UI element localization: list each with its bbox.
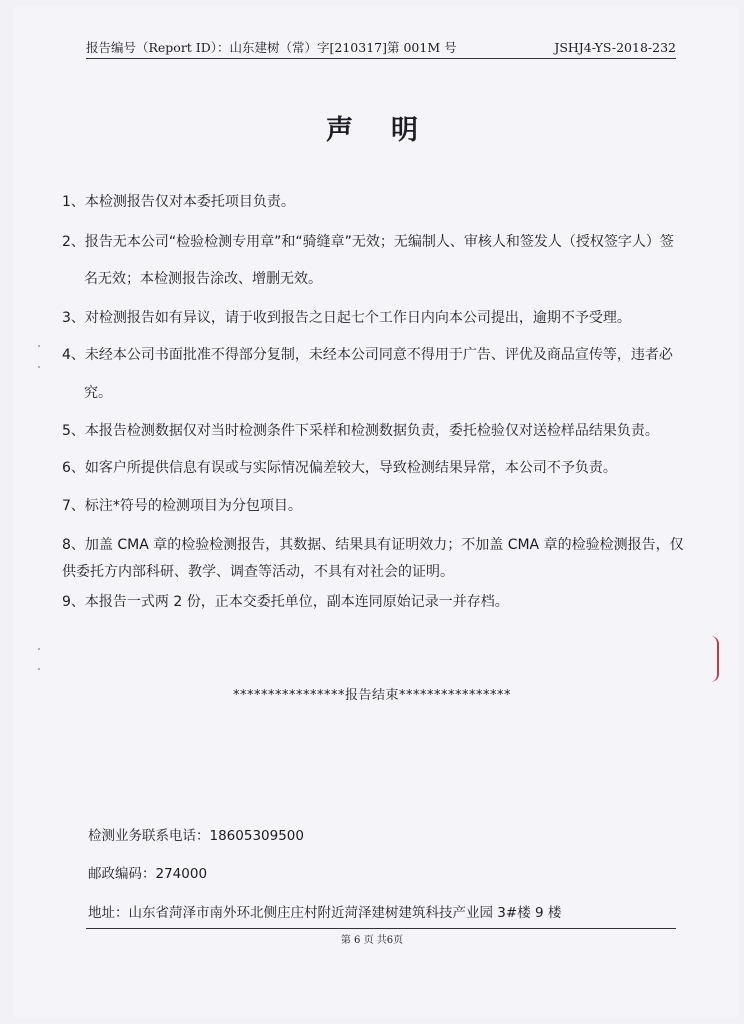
report-end-marker: ****************报告结束**************** bbox=[232, 688, 511, 703]
report-header bbox=[86, 38, 676, 59]
footer-divider bbox=[86, 928, 676, 929]
report-id: 报告编号（Report ID）：山东建树（常）字[210317]第 001M 号 bbox=[86, 40, 457, 55]
statement-item: 1、本检测报告仅对本委托项目负责。 bbox=[62, 194, 295, 210]
scan-speck bbox=[38, 648, 40, 650]
scan-speck bbox=[38, 366, 40, 368]
page-title: 声明 bbox=[326, 115, 456, 146]
contact-address: 地址：山东省菏泽市南外环北侧庄庄村附近菏泽建树建筑科技产业园 3#楼 9 楼 bbox=[88, 905, 562, 921]
statement-item: 3、对检测报告如有异议，请于收到报告之日起七个工作日内向本公司提出，逾期不予受理。 bbox=[62, 310, 631, 326]
statement-item: 7、标注*符号的检测项目为分包项目。 bbox=[62, 498, 302, 514]
statement-item: 8、加盖 CMA 章的检验检测报告，其数据、结果具有证明效力；不加盖 CMA 章的检验检测报告，仅 bbox=[62, 537, 684, 553]
statement-item: 6、如客户所提供信息有误或与实际情况偏差较大，导致检测结果异常，本公司不予负责。 bbox=[62, 460, 617, 476]
statement-item: 4、未经本公司书面批准不得部分复制，未经本公司同意不得用于广告、评优及商品宣传等，违者必 bbox=[62, 347, 673, 363]
scan-speck bbox=[38, 668, 40, 670]
statement-item-continued: 名无效；本检测报告涂改、增删无效。 bbox=[84, 271, 322, 287]
statement-item-continued: 究。 bbox=[84, 385, 112, 401]
statement-item: 5、本报告检测数据仅对当时检测条件下采样和检测数据负责，委托检验仅对送检样品结果负责。 bbox=[62, 423, 659, 439]
statement-item: 2、报告无本公司“检验检测专用章”和“骑缝章”无效；无编制人、审核人和签发人（授权签字人）签 bbox=[62, 234, 674, 250]
scan-speck bbox=[38, 345, 40, 347]
contact-postcode: 邮政编码：274000 bbox=[88, 866, 208, 882]
red-seal-edge-mark bbox=[711, 636, 719, 682]
statement-item-continued: 供委托方内部科研、教学、调查等活动，不具有对社会的证明。 bbox=[62, 564, 454, 580]
statement-item: 9、本报告一式两 2 份，正本交委托单位，副本连同原始记录一并存档。 bbox=[62, 594, 509, 610]
doc-code: JSHJ4-YS-2018-232 bbox=[554, 40, 676, 55]
page-number: 第 6 页 共6页 bbox=[340, 935, 404, 946]
contact-phone: 检测业务联系电话：18605309500 bbox=[88, 828, 304, 844]
